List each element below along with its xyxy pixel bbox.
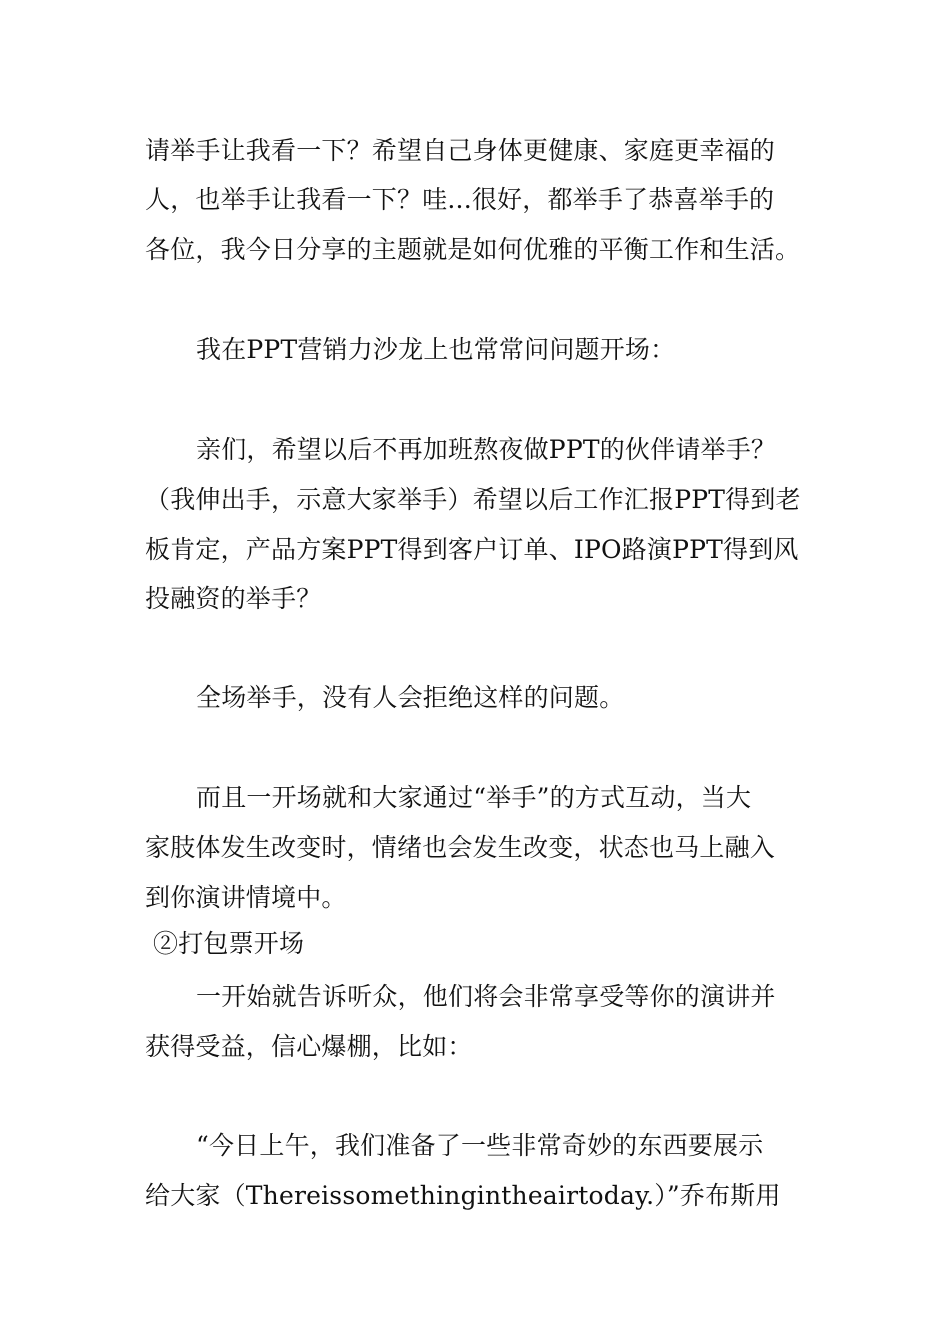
text-line-6: （我伸出手，示意大家举手）希望以后工作汇报PPT得到老	[145, 485, 801, 514]
text-line-8: 投融资的举手？	[145, 584, 322, 613]
section-heading: ②打包票开场	[153, 929, 305, 958]
text-line-4: 我在PPT营销力沙龙上也常常问问题开场：	[196, 335, 676, 364]
text-line-7: 板肯定，产品方案PPT得到客户订单、IPO路演PPT得到风	[145, 535, 799, 564]
text-line-14: 一开始就告诉听众，他们将会非常享受等你的演讲并	[196, 982, 776, 1011]
text-line-9: 全场举手，没有人会拒绝这样的问题。	[196, 683, 625, 712]
text-line-3: 各位，我今日分享的主题就是如何优雅的平衡工作和生活。	[145, 235, 801, 264]
text-line-11: 家肢体发生改变时，情绪也会发生改变，状态也马上融入	[145, 833, 776, 862]
text-line-16: “今日上午，我们准备了一些非常奇妙的东西要展示	[196, 1131, 764, 1160]
text-line-15: 获得受益，信心爆棚，比如：	[145, 1032, 473, 1061]
text-line-17: 给大家（Thereissomethingintheairtoday.）”乔布斯用	[145, 1181, 781, 1210]
text-line-5: 亲们，希望以后不再加班熬夜做PPT的伙伴请举手？	[196, 435, 777, 464]
text-line-1: 请举手让我看一下？希望自己身体更健康、家庭更幸福的	[145, 136, 776, 165]
text-line-10: 而且一开场就和大家通过“举手”的方式互动，当大	[196, 783, 752, 812]
text-line-12: 到你演讲情境中。	[145, 883, 347, 912]
text-line-2: 人，也举手让我看一下？哇...很好，都举手了恭喜举手的	[145, 185, 775, 214]
